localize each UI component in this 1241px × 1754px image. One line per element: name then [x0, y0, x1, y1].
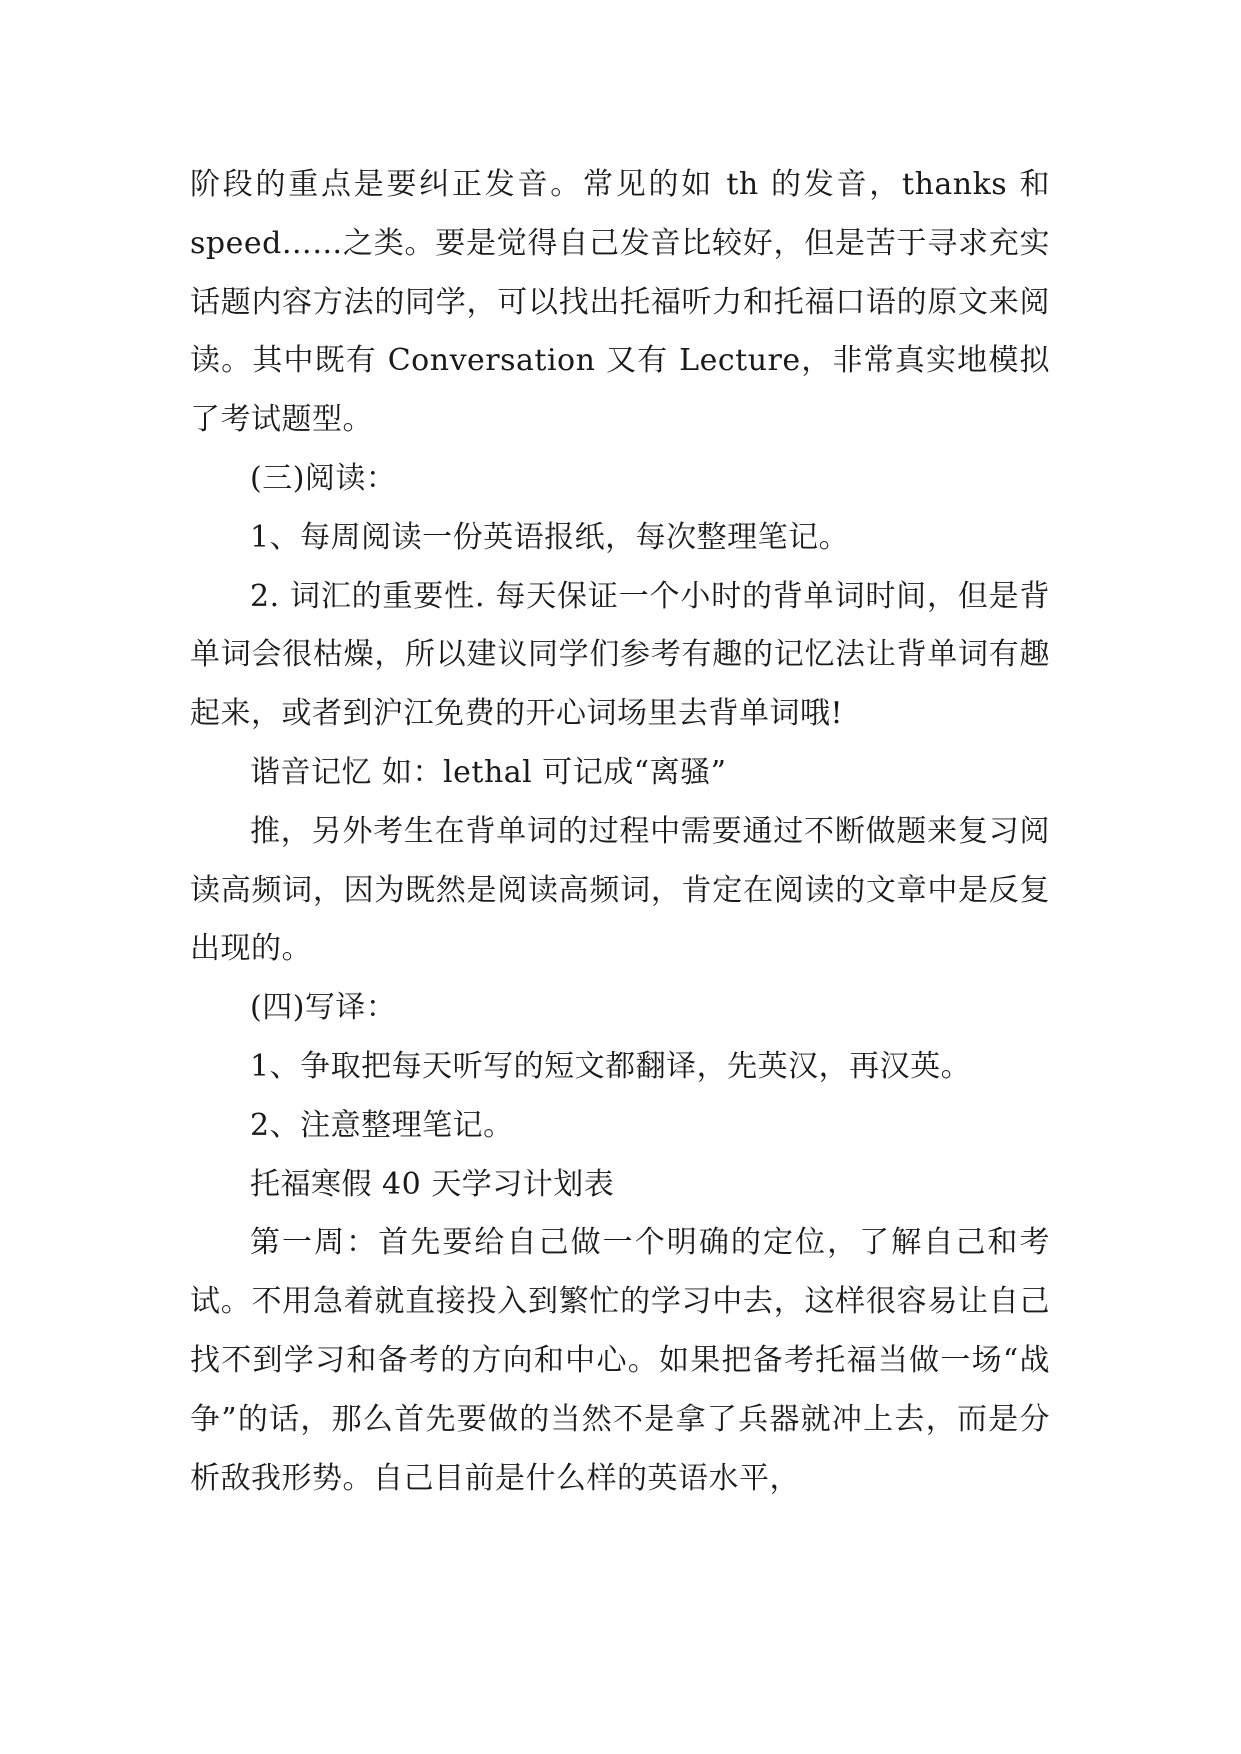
heading-writing-translation: (四)写译： [250, 990, 397, 1026]
paragraph-reading-1: 1、每周阅读一份英语报纸，每次整理笔记。 [250, 519, 850, 555]
paragraph-reading-2: 2. 词汇的重要性. 每天保证一个小时的背单词时间，但是背单词会很枯燥，所以建议同学们参考有趣的记忆法让背单词有趣起来，或者到沪江免费的开心词场里去背单词哦! [190, 578, 1050, 732]
paragraph-writing-2: 2、注意整理笔记。 [250, 1107, 514, 1143]
heading-reading: (三)阅读： [250, 460, 397, 496]
paragraph-writing-1: 1、争取把每天听写的短文都翻译，先英汉，再汉英。 [250, 1048, 972, 1084]
paragraph-pronunciation: 阶段的重点是要纠正发音。常见的如 th 的发音，thanks 和 speed……之类。要是觉得自己发音比较好，但是苦于寻求充实话题内容方法的同学，可以找出托福听力和托福口语的原文来阅读。其中既有 Conversation 又有 Lecture，非常真实地模拟了考试题型。 [190, 167, 1050, 438]
section-title-40-day-plan: 托福寒假 40 天学习计划表 [250, 1166, 615, 1202]
body-text [190, 156, 1050, 1508]
paragraph-week-one: 第一周：首先要给自己做一个明确的定位，了解自己和考试。不用急着就直接投入到繁忙的学习中去，这样很容易让自己找不到学习和备考的方向和中心。如果把备考托福当做一场“战争”的话，那么首先要做的当然不是拿了兵器就冲上去，而是分析敌我形势。自己目前是什么样的英语水平， [190, 1225, 1050, 1496]
paragraph-homophone-memory: 谐音记忆 如：lethal 可记成“离骚” [250, 754, 727, 790]
paragraph-high-frequency-words: 推，另外考生在背单词的过程中需要通过不断做题来复习阅读高频词，因为既然是阅读高频词，肯定在阅读的文章中是反复出现的。 [190, 813, 1050, 967]
